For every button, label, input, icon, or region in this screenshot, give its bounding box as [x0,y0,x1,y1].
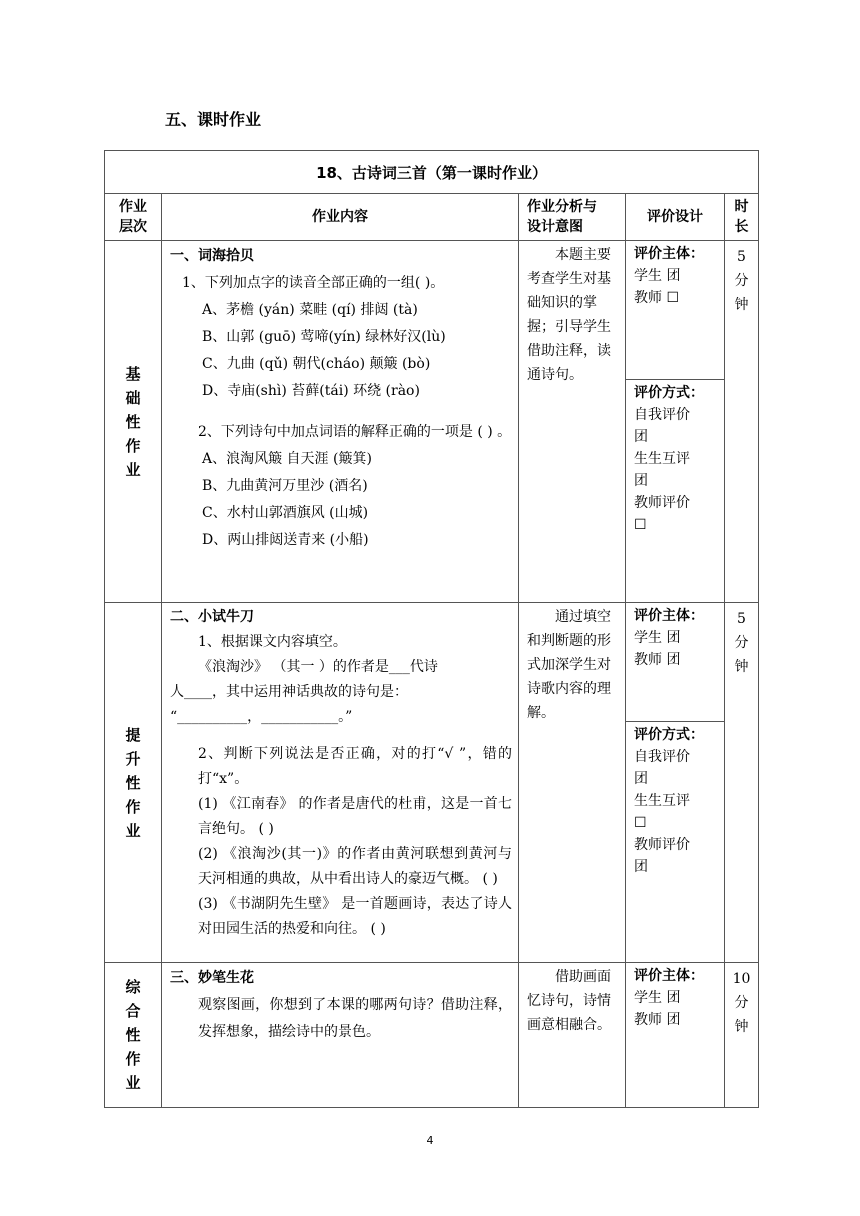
eval-method [626,721,724,961]
question-2: 2、判断下列说法是否正确，对的打“√ ”，错的打“x”。 [198,746,512,787]
analysis-basic: 本题主要考查学生对基础知识的掌握；引导学生借助注释，读通诗句。 [519,241,626,603]
eval-subject [626,241,724,379]
judge-item: (1) 《江南春》 的作者是唐代的杜甫，这是一首七言绝句。 ( ) [198,796,512,837]
option-a: A、茅檐 (yán) 菜畦 (qí) 排闼 (tà) [202,302,418,318]
page-number: 4 [426,1134,434,1147]
content-comprehensive [162,963,519,1108]
eval-method-item: 教师评价 [634,494,690,511]
option-d: D、寺庙(shì) 苔藓(tái) 环绕 (rào) [202,383,420,399]
eval-subject-item: 教师 团 [634,652,681,668]
eval-method-item: 生生互评 [634,450,690,467]
eval-subject-item: 教师 团 [634,1012,681,1028]
header-eval: 评价设计 [626,194,725,241]
option-c: C、九曲 (qǔ) 朝代(cháo) 颠簸 (bò) [202,356,431,372]
eval-method-item: 生生互评 [634,792,690,809]
header-analysis: 作业分析与 设计意图 [519,194,626,241]
eval-subject-title: 评价主体： [634,608,704,624]
judge-item: (2) 《浪淘沙(其一)》的作者由黄河联想到黄河与天河相通的典故，从中看出诗人的豪迈气概。 ( ) [198,846,512,887]
eval-method-item: 团 [634,770,648,787]
section-title: 三、妙笔生花 [170,970,254,986]
header-duration: 时 长 [725,194,759,241]
option-b: B、九曲黄河万里沙 (酒名) [202,478,368,494]
eval-subject-title: 评价主体： [634,246,704,262]
eval-subject-title: 评价主体： [634,968,704,984]
fill-line-1: 《浪淘沙》 （其一 ）的作者是___代诗 [198,659,438,675]
eval-method-item: 团 [634,428,648,445]
question-1: 1、下列加点字的读音全部正确的一组( )。 [182,275,445,291]
level-advanced: 提 升 性 作 业 [105,603,162,963]
question-1: 1、根据课文内容填空。 [198,634,347,650]
option-c: C、水村山郭酒旗风 (山城) [202,505,369,521]
eval-method-title: 评价方式： [634,726,704,743]
eval-subject-item: 学生 团 [634,268,681,284]
duration-basic: 5 分 钟 [725,241,759,603]
eval-method-item: 教师评价 [634,836,690,853]
eval-method-item: ☐ [634,814,647,831]
table-row [105,241,759,603]
section-heading: 五、课时作业 [165,110,262,129]
analysis-comprehensive: 借助画面忆诗句，诗情画意相融合。 [519,963,626,1108]
eval-subject-item: 教师 ☐ [634,290,680,306]
question-2: 2、下列诗句中加点词语的解释正确的一项是 ( ) 。 [198,424,512,440]
judge-item: (3) 《书湖阴先生壁》 是一首题画诗，表达了诗人对田园生活的热爱和向往。 ( ) [198,896,512,937]
eval-method-item: 自我评价 [634,748,690,765]
eval-method-title: 评价方式： [634,384,704,401]
duration-advanced: 5 分 钟 [725,603,759,963]
option-b: B、山郭 (guō) 莺啼(yín) 绿林好汉(lù) [202,329,446,345]
eval-comprehensive [626,963,725,1108]
fill-line-3: “__________，___________。” [170,709,353,725]
level-basic: 基 础 性 作 业 [105,241,162,603]
eval-advanced [626,603,725,963]
content-basic [162,241,519,603]
task-description: 观察图画，你想到了本课的哪两句诗？借助注释，发挥想象，描绘诗中的景色。 [198,997,512,1040]
eval-method [626,379,724,601]
fill-line-2: 人____，其中运用神话典故的诗句是： [170,684,408,700]
eval-method-item: 团 [634,472,648,489]
duration-comprehensive: 10 分 钟 [725,963,759,1108]
eval-method-item: 团 [634,858,648,875]
section-title: 二、小试牛刀 [170,609,254,625]
eval-subject [626,603,724,721]
option-d: D、两山排闼送青来 (小船) [202,532,369,548]
eval-subject-item: 学生 团 [634,630,681,646]
eval-method-item: 自我评价 [634,406,690,423]
eval-method-item: ☐ [634,516,647,533]
homework-table [104,150,759,1108]
table-title: 18、古诗词三首（第一课时作业） [105,151,759,194]
content-advanced [162,603,519,963]
eval-basic [626,241,725,603]
analysis-advanced: 通过填空和判断题的形式加深学生对诗歌内容的理解。 [519,603,626,963]
table-row [105,603,759,963]
option-a: A、浪淘风簸 自天涯 (簸箕) [202,451,372,467]
header-level: 作业 层次 [105,194,162,241]
eval-subject-item: 学生 团 [634,990,681,1006]
section-title: 一、词海拾贝 [170,248,254,264]
header-content: 作业内容 [162,194,519,241]
level-comprehensive: 综 合 性 作 业 [105,963,162,1108]
table-row [105,963,759,1108]
